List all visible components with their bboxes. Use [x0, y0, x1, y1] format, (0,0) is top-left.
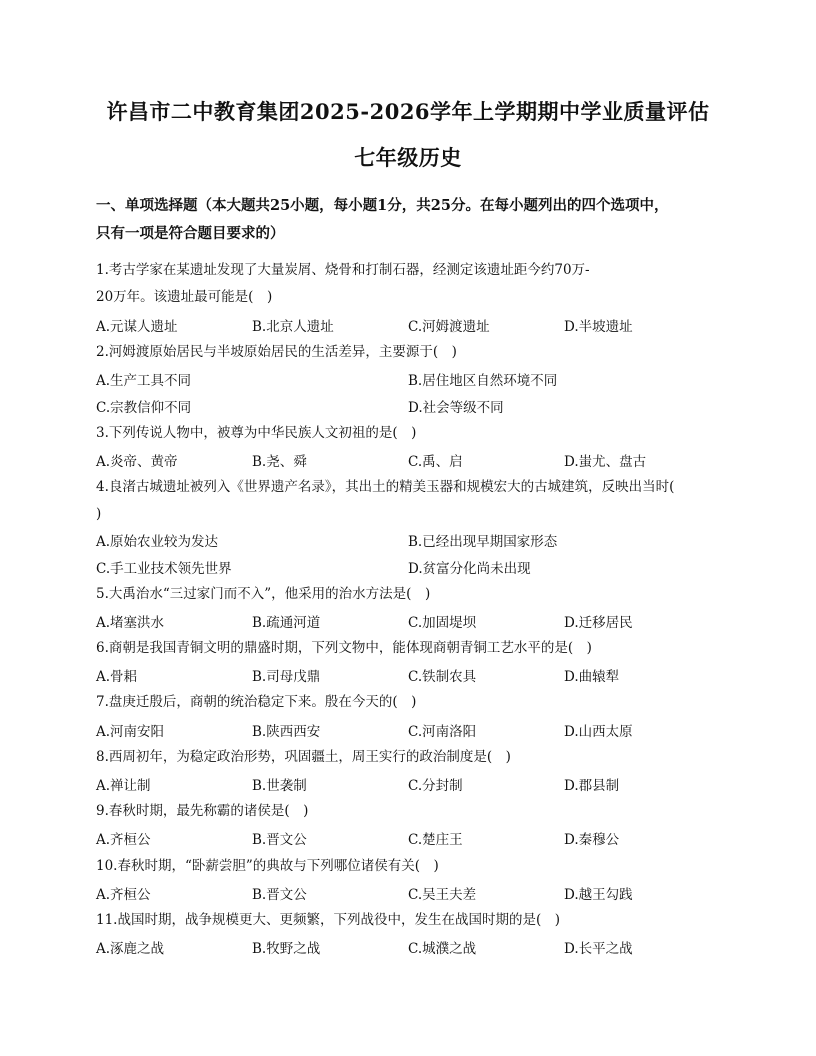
option-b[interactable]: B.尧、舜	[252, 454, 307, 470]
option-d[interactable]: D.社会等级不同	[408, 400, 504, 416]
section-heading-line-2: 只有一项是符合题目要求的）	[96, 225, 285, 242]
option-b[interactable]: B.疏通河道	[252, 615, 321, 631]
exam-title: 许昌市二中教育集团2025-2026学年上学期期中学业质量评估	[106, 99, 710, 124]
option-b[interactable]: B.世袭制	[252, 778, 307, 794]
option-a[interactable]: A.生产工具不同	[96, 373, 192, 389]
option-b[interactable]: B.晋文公	[252, 887, 307, 903]
option-d[interactable]: D.山西太原	[564, 724, 633, 740]
option-c[interactable]: C.楚庄王	[408, 832, 463, 848]
option-b[interactable]: B.司母戊鼎	[252, 669, 321, 685]
option-c[interactable]: C.加固堤坝	[408, 615, 477, 631]
option-a[interactable]: A.涿鹿之战	[96, 941, 165, 957]
exam-subtitle: 七年级历史	[354, 145, 462, 170]
question-stem-line: 1.考古学家在某遗址发现了大量炭屑、烧骨和打制石器，经测定该遗址距今约70万-	[96, 262, 590, 278]
option-c[interactable]: C.分封制	[408, 778, 463, 794]
question-3-stem: 3.下列传说人物中，被尊为中华民族人文初祖的是( )	[96, 425, 417, 441]
question-9-stem: 9.春秋时期，最先称霸的诸侯是( )	[96, 803, 309, 819]
option-c[interactable]: C.吴王夫差	[408, 887, 477, 903]
option-d[interactable]: D.秦穆公	[564, 832, 620, 848]
question-stem-line: 4.良渚古城遗址被列入《世界遗产名录》，其出土的精美玉器和规模宏大的古城建筑，反映出当时(	[96, 479, 675, 495]
question-8-options	[96, 774, 722, 794]
question-5-options	[96, 611, 722, 631]
question-8-stem: 8.西周初年，为稳定政治形势，巩固疆土，周王实行的政治制度是( )	[96, 749, 511, 765]
question-10-options	[96, 883, 722, 903]
question-6-options	[96, 665, 722, 685]
option-d[interactable]: D.曲辕犁	[564, 669, 620, 685]
option-c[interactable]: C.宗教信仰不同	[96, 400, 192, 416]
question-11-options	[96, 937, 722, 957]
question-4-options-row-2	[96, 557, 722, 577]
option-b[interactable]: B.晋文公	[252, 832, 307, 848]
question-7-stem: 7.盘庚迁殷后，商朝的统治稳定下来。殷在今天的( )	[96, 694, 417, 710]
question-10-stem: 10.春秋时期，“卧薪尝胆”的典故与下列哪位诸侯有关( )	[96, 858, 439, 874]
option-a[interactable]: A.元谋人遗址	[96, 319, 178, 335]
option-c[interactable]: C.河南洛阳	[408, 724, 477, 740]
question-2-stem: 2.河姆渡原始居民与半坡原始居民的生活差异，主要源于( )	[96, 344, 457, 360]
option-d[interactable]: D.长平之战	[564, 941, 633, 957]
question-11-stem: 11.战国时期，战争规模更大、更频繁，下列战役中，发生在战国时期的是( )	[96, 912, 561, 928]
question-7-options	[96, 720, 722, 740]
question-6-stem: 6.商朝是我国青铜文明的鼎盛时期，下列文物中，能体现商朝青铜工艺水平的是( )	[96, 640, 592, 656]
option-a[interactable]: A.炎帝、黄帝	[96, 454, 178, 470]
option-a[interactable]: A.原始农业较为发达	[96, 534, 219, 550]
option-d[interactable]: D.郡县制	[564, 778, 620, 794]
question-4-stem	[96, 477, 722, 524]
option-d[interactable]: D.蚩尤、盘古	[564, 454, 647, 470]
question-stem-line: 20万年。该遗址最可能是( )	[96, 289, 273, 305]
option-c[interactable]: C.城濮之战	[408, 941, 477, 957]
option-d[interactable]: D.越王勾践	[564, 887, 633, 903]
option-a[interactable]: A.禅让制	[96, 778, 151, 794]
option-b[interactable]: B.牧野之战	[252, 941, 321, 957]
option-a[interactable]: A.齐桓公	[96, 887, 151, 903]
question-2-options-row-1	[96, 369, 722, 389]
question-stem-line: )	[96, 506, 102, 522]
question-1-options	[96, 315, 722, 335]
option-a[interactable]: A.齐桓公	[96, 832, 151, 848]
question-3-options	[96, 450, 722, 470]
option-b[interactable]: B.陕西西安	[252, 724, 321, 740]
option-a[interactable]: A.河南安阳	[96, 724, 165, 740]
option-c[interactable]: C.禹、启	[408, 454, 463, 470]
section-heading	[96, 192, 726, 248]
option-b[interactable]: B.已经出现早期国家形态	[408, 534, 558, 550]
question-9-options	[96, 828, 722, 848]
section-heading-line-1: 一、单项选择题（本大题共25小题，每小题1分，共25分。在每小题列出的四个选项中，	[96, 197, 669, 214]
question-5-stem: 5.大禹治水“三过家门而不入”，他采用的治水方法是( )	[96, 586, 431, 602]
option-b[interactable]: B.北京人遗址	[252, 319, 334, 335]
question-4-options-row-1	[96, 530, 722, 550]
option-a[interactable]: A.堵塞洪水	[96, 615, 165, 631]
option-c[interactable]: C.手工业技术领先世界	[96, 561, 232, 577]
option-d[interactable]: D.迁移居民	[564, 615, 633, 631]
option-c[interactable]: C.河姆渡遗址	[408, 319, 490, 335]
option-d[interactable]: D.半坡遗址	[564, 319, 633, 335]
option-b[interactable]: B.居住地区自然环境不同	[408, 373, 558, 389]
option-d[interactable]: D.贫富分化尚未出现	[408, 561, 531, 577]
question-2-options-row-2	[96, 396, 722, 416]
question-1-stem	[96, 260, 722, 307]
option-a[interactable]: A.骨耜	[96, 669, 138, 685]
option-c[interactable]: C.铁制农具	[408, 669, 477, 685]
